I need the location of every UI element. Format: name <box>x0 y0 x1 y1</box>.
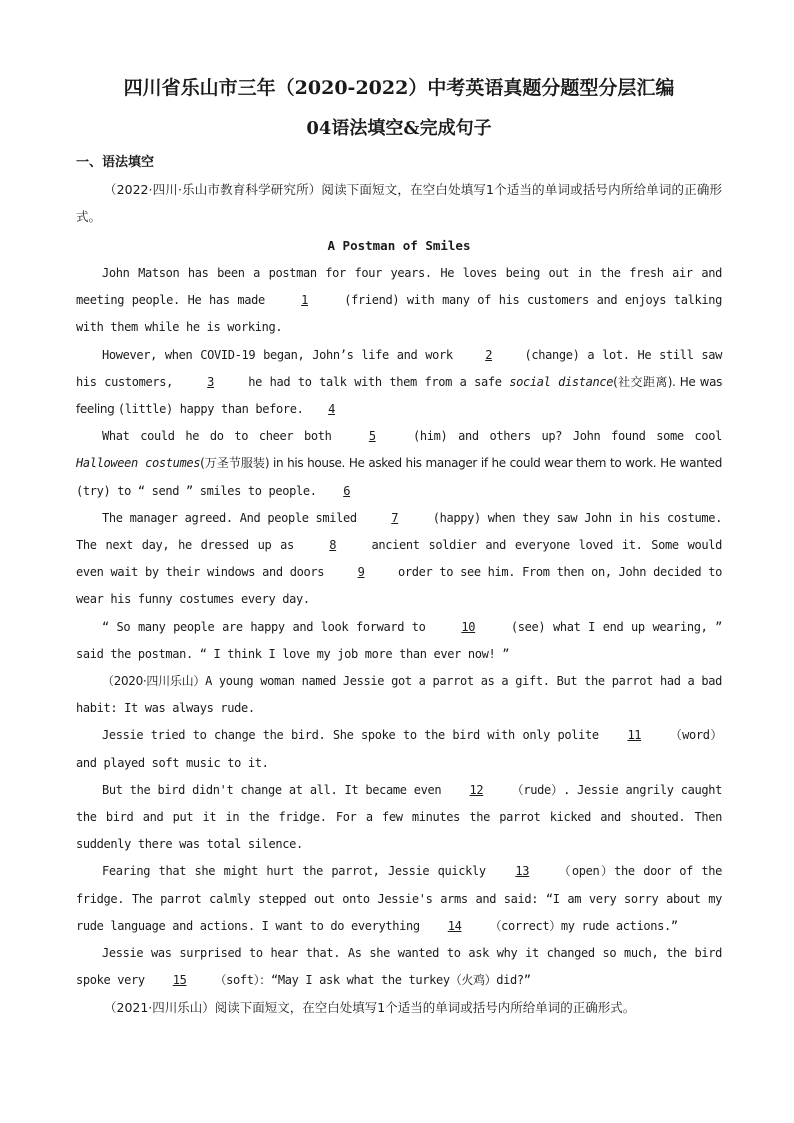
text: What could he do to cheer both <box>102 429 343 444</box>
source-note-2021: （2021·四川乐山）阅读下面短文，在空白处填写1个适当的单词或括号内所给单词的正确形式。 <box>104 1000 636 1016</box>
blank-11[interactable]: 11 <box>627 728 642 743</box>
text: However, when COVID-19 began, John’s life and work <box>102 347 461 362</box>
text: (万圣节服装) in his house. He asked his manager if he could wear them to work. He wanted <box>200 456 722 471</box>
text: A young woman named Jessie got a parrot as a gift. But the parrot had a bad habit: It was always rude. <box>76 674 722 716</box>
paragraph-3 <box>76 423 722 505</box>
text: Fearing that she might hurt the parrot, Jessie quickly <box>102 864 495 879</box>
text: （correct）my rude actions.” <box>482 918 678 933</box>
blank-9[interactable]: 9 <box>357 565 365 580</box>
text: Jessie was surprised to hear that. As she wanted to ask why it changed so much, the bird spoke very <box>76 946 722 988</box>
blank-6[interactable]: 6 <box>343 483 351 498</box>
text: (社交距离). He was feeling <box>76 374 722 417</box>
text: (change) a lot. He still saw his customers, <box>76 347 722 389</box>
text: The manager agreed. And people smiled <box>102 510 364 525</box>
text: John Matson has been a postman for four years. He loves being out in the fresh air and meeting people. He has made <box>76 266 722 308</box>
blank-3[interactable]: 3 <box>207 374 215 389</box>
text: (friend) with many of his customers and enjoys talking with them while he is working. <box>76 293 722 335</box>
text: (little) happy than before. <box>117 402 304 417</box>
paragraph-2 <box>76 342 722 424</box>
section-heading: 一、语法填空 <box>76 155 155 170</box>
text: （soft）：“May I ask what the turkey（火鸡）did?” <box>207 973 531 988</box>
blank-12[interactable]: 12 <box>469 782 484 797</box>
text: （open）the door of the fridge. The parrot calmly stepped out onto Jessie's arms and said: “I am very sorry about my rude language and actions. I want to do everything <box>76 864 723 933</box>
blank-1[interactable]: 1 <box>301 293 308 308</box>
paragraph-1 <box>76 260 722 342</box>
text: （rude）. Jessie angrily caught the bird and put it in the fridge. For a few minutes the parrot kicked and shouted. Then suddenly there was total silence. <box>76 782 723 852</box>
text: ancient soldier and everyone loved it. Some would even wait by their windows and doors <box>76 538 722 580</box>
blank-8[interactable]: 8 <box>329 538 337 553</box>
italic-term: Halloween costumes <box>76 456 201 471</box>
paragraph-10 <box>76 940 722 994</box>
blank-5[interactable]: 5 <box>368 429 376 444</box>
text: Jessie tried to change the bird. She spoke to the bird with only polite <box>102 728 607 743</box>
italic-term: social distance <box>509 374 614 389</box>
paragraph-9 <box>76 858 722 940</box>
paragraph-4 <box>76 505 722 614</box>
blank-14[interactable]: 14 <box>447 918 462 933</box>
paragraph-5 <box>76 614 722 668</box>
document-subtitle: 04语法填空&完成句子 <box>306 118 492 139</box>
paragraph-8 <box>76 777 722 859</box>
text: (happy) when they saw John in his costume. The next day, he dressed up as <box>76 510 722 553</box>
passage-title: A Postman of Smiles <box>327 238 471 253</box>
text: But the bird didn't change at all. It became even <box>102 782 449 797</box>
document-title: 四川省乐山市三年（2020-2022）中考英语真题分题型分层汇编 <box>123 77 675 99</box>
paragraph-6 <box>76 668 722 722</box>
paragraph-7 <box>76 722 722 776</box>
text: “ So many people are happy and look forward to <box>102 619 434 634</box>
text: (him) and others up? John found some cool <box>402 429 722 444</box>
blank-4[interactable]: 4 <box>328 402 335 417</box>
text: (try) to “ send ” smiles to people. <box>76 483 317 498</box>
text: he had to talk with them from a safe <box>240 374 510 389</box>
blank-7[interactable]: 7 <box>391 510 399 525</box>
source-note-2022: （2022·四川·乐山市教育科学研究所）阅读下面短文，在空白处填写1个适当的单词或括号内所给单词的正确形式。 <box>76 182 722 224</box>
text: order to see him. From then on, John decided to wear his funny costumes every day. <box>76 565 722 607</box>
document-page <box>76 72 722 1021</box>
text: （word）and played soft music to it. <box>76 728 722 770</box>
source-note-2020: （2020·四川乐山） <box>102 674 206 689</box>
blank-10[interactable]: 10 <box>461 619 476 634</box>
blank-15[interactable]: 15 <box>172 973 187 988</box>
blank-2[interactable]: 2 <box>485 347 493 362</box>
text: (see) what I end up wearing, ” said the postman. “ I think I love my job more than ever now! ” <box>76 619 723 661</box>
blank-13[interactable]: 13 <box>515 864 530 879</box>
